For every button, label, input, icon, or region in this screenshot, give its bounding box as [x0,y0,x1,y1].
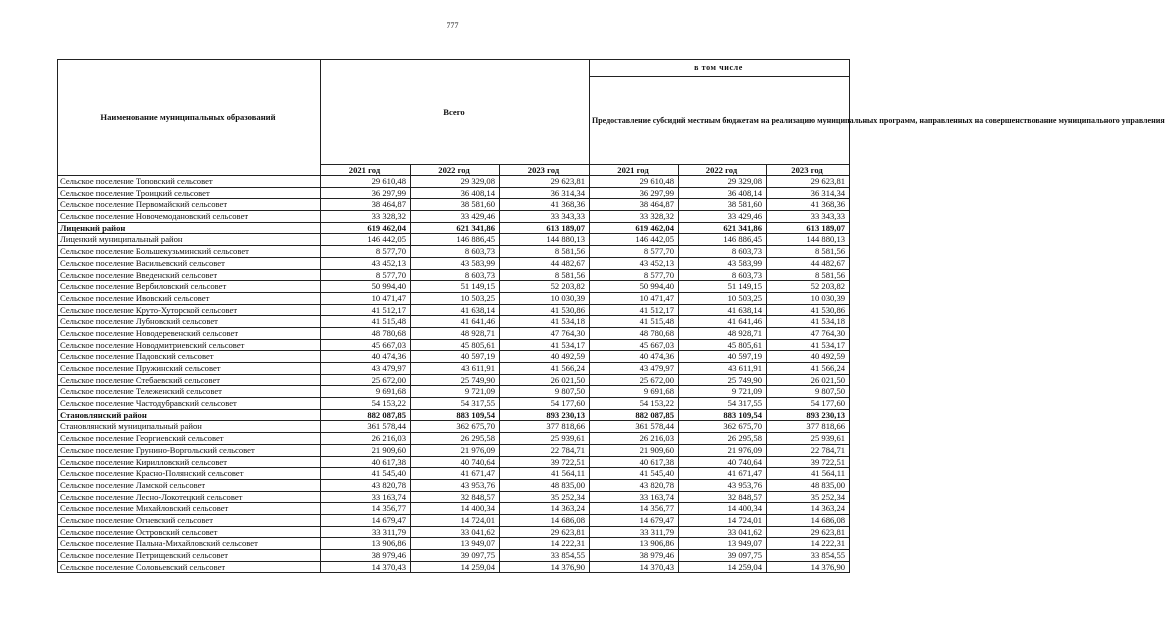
table-row [58,327,850,339]
total-value-cell: 14 376,90 [500,561,590,573]
year-header: 2023 год [767,165,850,176]
table-row [58,491,850,503]
subsidy-value-cell: 14 400,34 [679,503,767,515]
total-value-cell: 40 740,64 [411,456,500,468]
total-value-cell: 41 512,17 [321,304,411,316]
subsidy-value-cell: 25 749,90 [679,374,767,386]
total-value-cell: 43 479,97 [321,363,411,375]
table-row [58,561,850,573]
year-header: 2022 год [679,165,767,176]
total-value-cell: 8 577,70 [321,246,411,258]
subsidy-value-cell: 25 939,61 [767,433,850,445]
subsidy-value-cell: 8 581,56 [767,246,850,258]
total-value-cell: 29 329,08 [411,176,500,188]
table-row [58,444,850,456]
table-header [58,60,1165,176]
table-row [58,398,850,410]
municipality-name: Сельское поселение Падовский сельсовет [58,351,321,363]
total-value-cell: 40 617,38 [321,456,411,468]
total-value-cell: 893 230,13 [500,409,590,421]
total-value-cell: 43 953,76 [411,479,500,491]
total-value-cell: 14 222,31 [500,538,590,550]
name-column-header: Наименование муниципальных образований [58,60,321,176]
subsidy-value-cell: 41 564,11 [767,468,850,480]
total-value-cell: 21 909,60 [321,444,411,456]
total-value-cell: 35 252,34 [500,491,590,503]
subsidy-value-cell: 47 764,30 [767,327,850,339]
total-value-cell: 47 764,30 [500,327,590,339]
municipality-name: Сельское поселение Георгиевский сельсовет [58,433,321,445]
municipality-name: Сельское поселение Новочемодановский сельсовет [58,211,321,223]
total-value-cell: 33 041,62 [411,526,500,538]
including-header: в том числе [590,60,850,77]
subsidy-value-cell: 41 515,48 [590,316,679,328]
subsidy-value-cell: 25 672,00 [590,374,679,386]
municipality-name: Сельское поселение Топовский сельсовет [58,176,321,188]
total-value-cell: 45 667,03 [321,339,411,351]
total-value-cell: 38 581,60 [411,199,500,211]
total-column-header: Всего [321,60,590,165]
municipality-name: Сельское поселение Петрищевский сельсовет [58,550,321,562]
subsidy-value-cell: 43 953,76 [679,479,767,491]
subsidy-value-cell: 10 503,25 [679,292,767,304]
total-value-cell: 45 805,61 [411,339,500,351]
subsidy-value-cell: 40 492,59 [767,351,850,363]
table-row [58,339,850,351]
municipality-name: Сельское поселение Круто-Хуторской сельсовет [58,304,321,316]
table-row [58,468,850,480]
total-value-cell: 36 408,14 [411,187,500,199]
year-header: 2021 год [321,165,411,176]
subsidy-value-cell: 893 230,13 [767,409,850,421]
subsidy-value-cell: 882 087,85 [590,409,679,421]
table-row [58,292,850,304]
subsidy-value-cell: 48 780,68 [590,327,679,339]
subsidy-value-cell: 29 623,81 [767,526,850,538]
total-value-cell: 8 581,56 [500,269,590,281]
total-value-cell: 33 311,79 [321,526,411,538]
municipality-name: Становлянский район [58,409,321,421]
total-value-cell: 54 153,22 [321,398,411,410]
total-value-cell: 26 021,50 [500,374,590,386]
budget-table [57,59,1165,573]
district-total-row [58,222,850,234]
total-value-cell: 361 578,44 [321,421,411,433]
subsidy-value-cell: 10 030,39 [767,292,850,304]
total-value-cell: 44 482,67 [500,257,590,269]
total-value-cell: 10 503,25 [411,292,500,304]
subsidy-value-cell: 29 623,81 [767,176,850,188]
municipality-name: Сельское поселение Частодубравский сельсовет [58,398,321,410]
subsidy-value-cell: 51 149,15 [679,281,767,293]
table-row [58,374,850,386]
total-value-cell: 13 906,86 [321,538,411,550]
total-value-cell: 41 638,14 [411,304,500,316]
total-value-cell: 51 149,15 [411,281,500,293]
total-value-cell: 14 363,24 [500,503,590,515]
table-row [58,246,850,258]
total-value-cell: 9 807,50 [500,386,590,398]
municipality-name: Лиценкий район [58,222,321,234]
total-value-cell: 54 317,55 [411,398,500,410]
total-value-cell: 33 854,55 [500,550,590,562]
total-value-cell: 25 749,90 [411,374,500,386]
subsidy-value-cell: 33 343,33 [767,211,850,223]
total-value-cell: 38 979,46 [321,550,411,562]
municipality-name: Сельское поселение Ламской сельсовет [58,479,321,491]
subsidy-value-cell: 13 949,07 [679,538,767,550]
subsidy-value-cell: 41 545,40 [590,468,679,480]
subsidy-value-cell: 43 820,78 [590,479,679,491]
subsidy-value-cell: 29 329,08 [679,176,767,188]
total-value-cell: 25 939,61 [500,433,590,445]
subsidy-value-cell: 36 314,34 [767,187,850,199]
total-value-cell: 377 818,66 [500,421,590,433]
subsidy-value-cell: 26 295,58 [679,433,767,445]
subsidy-value-cell: 9 807,50 [767,386,850,398]
subsidy-value-cell: 377 818,66 [767,421,850,433]
municipality-name: Сельское поселение Соловьевский сельсовет [58,561,321,573]
municipality-name: Лиценкий муниципальный район [58,234,321,246]
municipality-name: Сельское поселение Новодеревенский сельсовет [58,327,321,339]
subsidy-value-cell: 9 721,09 [679,386,767,398]
subsidy-value-cell: 41 534,17 [767,339,850,351]
municipality-name: Сельское поселение Большекузьминский сельсовет [58,246,321,258]
subsidy-value-cell: 38 979,46 [590,550,679,562]
total-value-cell: 33 328,32 [321,211,411,223]
subsidy-value-cell: 33 429,46 [679,211,767,223]
total-value-cell: 883 109,54 [411,409,500,421]
year-header: 2022 год [411,165,500,176]
total-value-cell: 41 534,17 [500,339,590,351]
total-value-cell: 41 564,11 [500,468,590,480]
subsidy-value-cell: 39 722,51 [767,456,850,468]
subsidy-value-cell: 41 512,17 [590,304,679,316]
page-number: 777 [446,21,459,30]
subsidy-value-cell: 8 603,73 [679,269,767,281]
total-value-cell: 14 259,04 [411,561,500,573]
subsidy-value-cell: 144 880,13 [767,234,850,246]
total-value-cell: 48 835,00 [500,479,590,491]
table-body [58,176,850,573]
total-value-cell: 8 603,73 [411,269,500,281]
total-value-cell: 40 474,36 [321,351,411,363]
table-row [58,257,850,269]
subsidy-value-cell: 33 163,74 [590,491,679,503]
subsidy-value-cell: 613 189,07 [767,222,850,234]
municipality-name: Становлянский муниципальный район [58,421,321,433]
total-value-cell: 50 994,40 [321,281,411,293]
total-value-cell: 9 691,68 [321,386,411,398]
total-value-cell: 43 820,78 [321,479,411,491]
total-value-cell: 32 848,57 [411,491,500,503]
total-value-cell: 8 603,73 [411,246,500,258]
subsidy-value-cell: 619 462,04 [590,222,679,234]
total-value-cell: 21 976,09 [411,444,500,456]
table-row [58,538,850,550]
subsidy-value-cell: 10 471,47 [590,292,679,304]
total-value-cell: 33 343,33 [500,211,590,223]
subsidy-value-cell: 29 610,48 [590,176,679,188]
total-value-cell: 14 724,01 [411,514,500,526]
subsidy-value-cell: 41 671,47 [679,468,767,480]
subsidy-value-cell: 22 784,71 [767,444,850,456]
total-value-cell: 29 610,48 [321,176,411,188]
total-value-cell: 14 400,34 [411,503,500,515]
total-value-cell: 36 314,34 [500,187,590,199]
subsidy-value-cell: 45 805,61 [679,339,767,351]
municipality-name: Сельское поселение Лесно-Локотецкий сельсовет [58,491,321,503]
subsidy-value-cell: 54 177,60 [767,398,850,410]
total-value-cell: 14 370,43 [321,561,411,573]
total-value-cell: 613 189,07 [500,222,590,234]
total-value-cell: 33 429,46 [411,211,500,223]
table-row [58,550,850,562]
subsidy-value-cell: 41 638,14 [679,304,767,316]
subsidy-value-cell: 14 686,08 [767,514,850,526]
subsidy-value-cell: 40 597,19 [679,351,767,363]
subsidy-value-cell: 41 641,46 [679,316,767,328]
subsidy-value-cell: 9 691,68 [590,386,679,398]
district-total-row [58,409,850,421]
subsidy-value-cell: 40 740,64 [679,456,767,468]
subsidy-value-cell: 883 109,54 [679,409,767,421]
total-value-cell: 10 030,39 [500,292,590,304]
municipality-name: Сельское поселение Троицкий сельсовет [58,187,321,199]
subsidy-value-cell: 54 317,55 [679,398,767,410]
subsidy-value-cell: 40 474,36 [590,351,679,363]
subsidy-value-cell: 33 328,32 [590,211,679,223]
subsidy-value-cell: 14 724,01 [679,514,767,526]
subsidy-value-cell: 14 222,31 [767,538,850,550]
table-row [58,187,850,199]
total-value-cell: 41 566,24 [500,363,590,375]
table-row [58,351,850,363]
total-value-cell: 26 295,58 [411,433,500,445]
municipality-name: Сельское поселение Михайловский сельсовет [58,503,321,515]
subsidy-value-cell: 50 994,40 [590,281,679,293]
municipality-name: Сельское поселение Грунино-Воргольский сельсовет [58,444,321,456]
total-value-cell: 14 686,08 [500,514,590,526]
table-row [58,386,850,398]
subsidy-value-cell: 13 906,86 [590,538,679,550]
subsidy-value-cell: 54 153,22 [590,398,679,410]
total-value-cell: 33 163,74 [321,491,411,503]
municipality-name: Сельское поселение Введенский сельсовет [58,269,321,281]
table-row [58,176,850,188]
municipality-name: Сельское поселение Пальна-Михайловский сельсовет [58,538,321,550]
total-value-cell: 25 672,00 [321,374,411,386]
total-value-cell: 48 928,71 [411,327,500,339]
municipality-name: Сельское поселение Ивовский сельсовет [58,292,321,304]
total-value-cell: 39 722,51 [500,456,590,468]
subsidy-value-cell: 43 611,91 [679,363,767,375]
table-row [58,363,850,375]
subsidy-value-cell: 41 530,86 [767,304,850,316]
municipality-name: Сельское поселение Васильевский сельсовет [58,257,321,269]
subsidy-value-cell: 362 675,70 [679,421,767,433]
table-row [58,211,850,223]
subsidy-value-cell: 26 216,03 [590,433,679,445]
subsidy-value-cell: 41 534,18 [767,316,850,328]
total-value-cell: 146 442,05 [321,234,411,246]
total-value-cell: 41 641,46 [411,316,500,328]
subsidy-value-cell: 48 835,00 [767,479,850,491]
subsidy-value-cell: 8 603,73 [679,246,767,258]
total-value-cell: 146 886,45 [411,234,500,246]
subsidy-value-cell: 36 297,99 [590,187,679,199]
table-row [58,514,850,526]
total-value-cell: 619 462,04 [321,222,411,234]
total-value-cell: 8 577,70 [321,269,411,281]
subsidy-value-cell: 45 667,03 [590,339,679,351]
subsidy-value-cell: 8 581,56 [767,269,850,281]
subsidy-value-cell: 44 482,67 [767,257,850,269]
subsidy-column-header: Предоставление субсидий местным бюджетам на реализацию муниципальных программ, направленных на совершенствование муниципального управления [590,76,850,165]
table-row [58,433,850,445]
municipality-name: Сельское поселение Вербиловский сельсовет [58,281,321,293]
subsidy-value-cell: 14 363,24 [767,503,850,515]
table-row [58,503,850,515]
subsidy-value-cell: 33 311,79 [590,526,679,538]
total-value-cell: 8 581,56 [500,246,590,258]
total-value-cell: 43 611,91 [411,363,500,375]
subsidy-value-cell: 40 617,38 [590,456,679,468]
subsidy-value-cell: 33 854,55 [767,550,850,562]
total-value-cell: 39 097,75 [411,550,500,562]
municipality-name: Сельское поселение Островский сельсовет [58,526,321,538]
total-value-cell: 362 675,70 [411,421,500,433]
total-value-cell: 9 721,09 [411,386,500,398]
table-row [58,304,850,316]
subsidy-value-cell: 14 259,04 [679,561,767,573]
subsidy-value-cell: 41 368,36 [767,199,850,211]
subsidy-value-cell: 43 452,13 [590,257,679,269]
subsidy-value-cell: 35 252,34 [767,491,850,503]
subsidy-value-cell: 48 928,71 [679,327,767,339]
total-value-cell: 52 203,82 [500,281,590,293]
subsidy-value-cell: 52 203,82 [767,281,850,293]
table-row [58,479,850,491]
table-row [58,316,850,328]
subsidy-value-cell: 8 577,70 [590,269,679,281]
table-row [58,421,850,433]
municipality-name: Сельское поселение Стебаевский сельсовет [58,374,321,386]
subsidy-value-cell: 14 679,47 [590,514,679,526]
table-row [58,234,850,246]
total-value-cell: 43 583,99 [411,257,500,269]
total-value-cell: 26 216,03 [321,433,411,445]
total-value-cell: 621 341,86 [411,222,500,234]
total-value-cell: 38 464,87 [321,199,411,211]
total-value-cell: 882 087,85 [321,409,411,421]
total-value-cell: 22 784,71 [500,444,590,456]
municipality-name: Сельское поселение Красно-Полянский сельсовет [58,468,321,480]
subsidy-value-cell: 146 886,45 [679,234,767,246]
subsidy-value-cell: 36 408,14 [679,187,767,199]
total-value-cell: 41 545,40 [321,468,411,480]
total-value-cell: 13 949,07 [411,538,500,550]
table-row [58,281,850,293]
subsidy-value-cell: 33 041,62 [679,526,767,538]
total-value-cell: 43 452,13 [321,257,411,269]
subsidy-value-cell: 8 577,70 [590,246,679,258]
municipality-name: Сельское поселение Кирилловский сельсовет [58,456,321,468]
total-value-cell: 14 679,47 [321,514,411,526]
table-row [58,456,850,468]
subsidy-value-cell: 21 909,60 [590,444,679,456]
total-value-cell: 14 356,77 [321,503,411,515]
subsidy-value-cell: 21 976,09 [679,444,767,456]
total-value-cell: 41 530,86 [500,304,590,316]
municipality-name: Сельское поселение Пружинский сельсовет [58,363,321,375]
total-value-cell: 41 515,48 [321,316,411,328]
municipality-name: Сельское поселение Тележенский сельсовет [58,386,321,398]
municipality-name: Сельское поселение Лубновский сельсовет [58,316,321,328]
table-row [58,199,850,211]
total-value-cell: 29 623,81 [500,176,590,188]
municipality-name: Сельское поселение Огневский сельсовет [58,514,321,526]
total-value-cell: 10 471,47 [321,292,411,304]
total-value-cell: 54 177,60 [500,398,590,410]
subsidy-value-cell: 14 356,77 [590,503,679,515]
subsidy-value-cell: 38 581,60 [679,199,767,211]
total-value-cell: 40 492,59 [500,351,590,363]
total-value-cell: 29 623,81 [500,526,590,538]
subsidy-value-cell: 26 021,50 [767,374,850,386]
municipality-name: Сельское поселение Первомайский сельсовет [58,199,321,211]
total-value-cell: 144 880,13 [500,234,590,246]
subsidy-value-cell: 43 479,97 [590,363,679,375]
total-value-cell: 41 671,47 [411,468,500,480]
year-header: 2023 год [500,165,590,176]
subsidy-value-cell: 39 097,75 [679,550,767,562]
subsidy-value-cell: 361 578,44 [590,421,679,433]
total-value-cell: 41 368,36 [500,199,590,211]
subsidy-value-cell: 621 341,86 [679,222,767,234]
subsidy-value-cell: 41 566,24 [767,363,850,375]
subsidy-value-cell: 43 583,99 [679,257,767,269]
subsidy-value-cell: 32 848,57 [679,491,767,503]
total-value-cell: 40 597,19 [411,351,500,363]
year-header: 2021 год [590,165,679,176]
total-value-cell: 36 297,99 [321,187,411,199]
subsidy-value-cell: 38 464,87 [590,199,679,211]
municipality-name: Сельское поселение Новодмитриевский сельсовет [58,339,321,351]
subsidy-value-cell: 146 442,05 [590,234,679,246]
total-value-cell: 41 534,18 [500,316,590,328]
subsidy-value-cell: 14 370,43 [590,561,679,573]
table-row [58,526,850,538]
subsidy-value-cell: 14 376,90 [767,561,850,573]
table-row [58,269,850,281]
total-value-cell: 48 780,68 [321,327,411,339]
